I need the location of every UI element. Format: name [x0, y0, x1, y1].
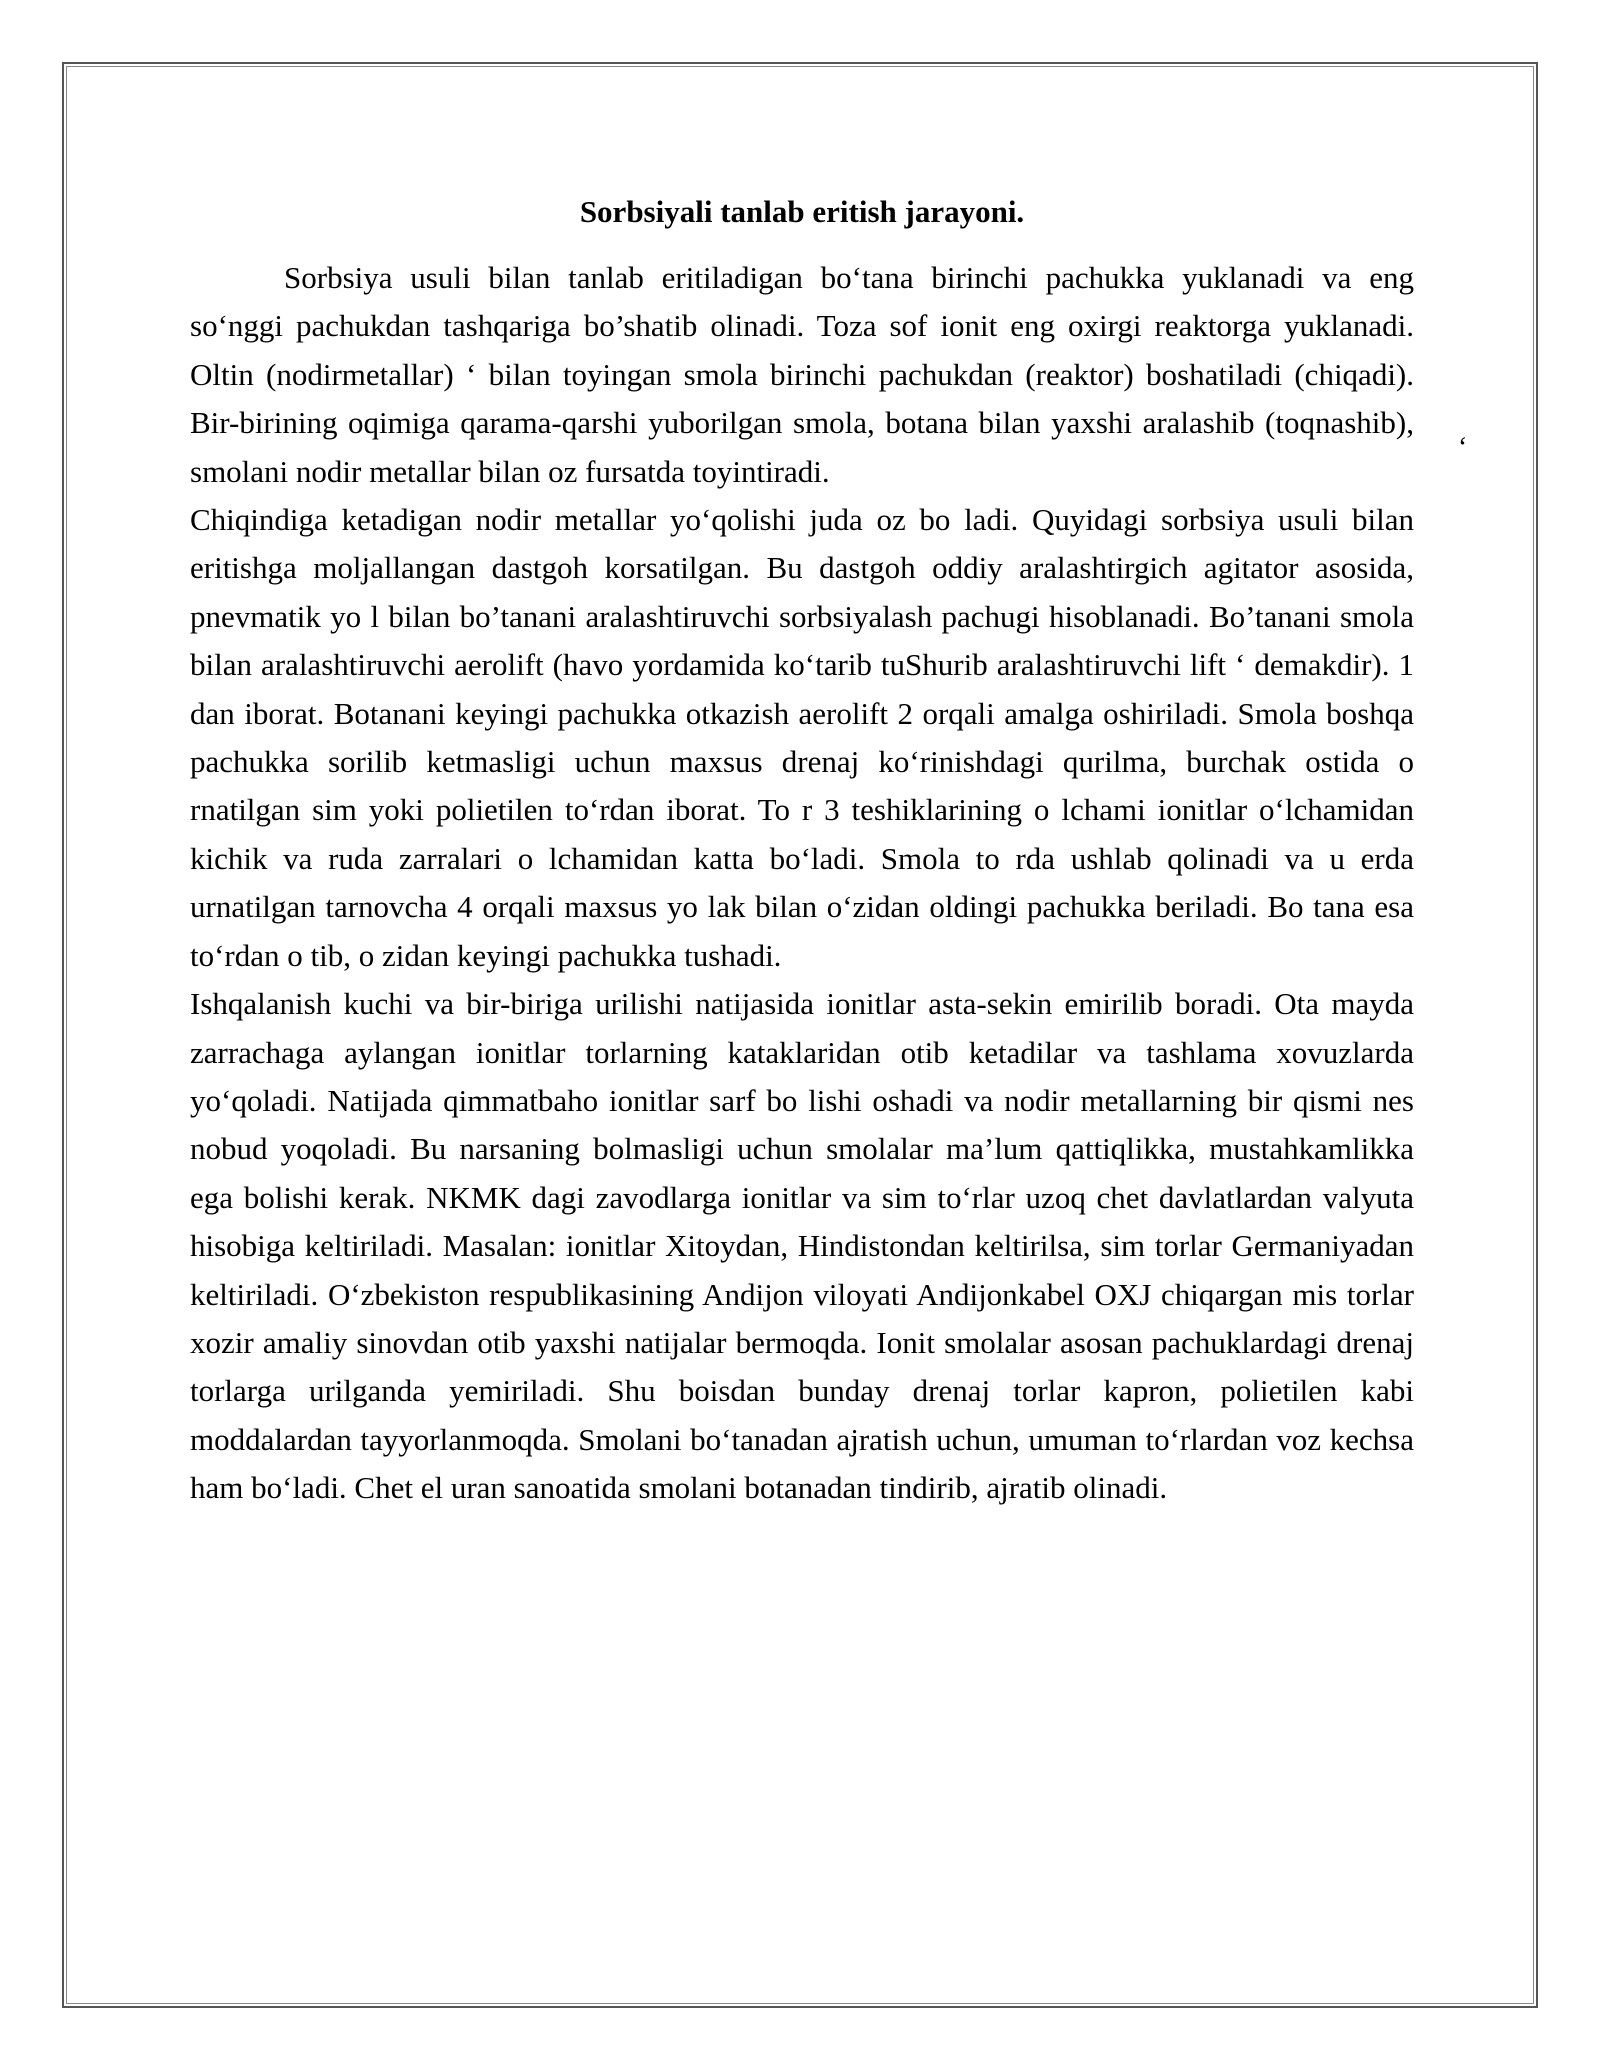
paragraph-2: Chiqindiga ketadigan nodir metallar yoʻqolishi juda oz bo ladi. Quyidagi sorbsiya usuli bilan eritishga moljallangan dastgoh korsatilgan. Bu dastgoh oddiy aralashtirgich agitator asosida, pnevmatik yo l bilan bo’tanani aralashtiruvchi sorbsiyalash pachugi hisoblanadi. Bo’tanani smola bilan aralashtiruvchi aerolift (havo yordamida koʻtarib tuShurib aralashtiruvchi lift ʻ demakdir). 1 dan iborat. Botanani keyingi pachukka otkazish aerolift 2 orqali amalga oshiriladi. Smola boshqa pachukka sorilib ketmasligi uchun maxsus drenaj koʻrinishdagi qurilma, burchak ostida o rnatilgan sim yoki polietilen toʻrdan iborat. To r 3 teshiklarining o lchami ionitlar oʻlchamidan kichik va ruda zarralari o lchamidan katta boʻladi. Smola to rda ushlab qolinadi va u erda urnatilgan tarnovcha 4 orqali maxsus yo lak bilan oʻzidan oldingi pachukka beriladi. Bo tana esa toʻrdan o tib, o zidan keyingi pachukka tushadi. — [190, 502, 1414, 973]
paragraph-1: Sorbsiya usuli bilan tanlab eritiladigan boʻtana birinchi pachukka yuklanadi va eng soʻnggi pachukdan tashqariga bo’shatib olinadi. Toza sof ionit eng oxirgi reaktorga yuklanadi. Oltin (nodirmetallar) ʻ bilan toyingan smola birinchi pachukdan (reaktor) boshatiladi (chiqadi). Bir-birining oqimiga qarama-qarshi yuborilgan smola, botana bilan yaxshi aralashib (toqnashib), smolani nodir metallar bilan oz fursatda toyintiradi. — [190, 260, 1414, 489]
margin-mark: ʻ — [1458, 432, 1468, 463]
document-body — [190, 188, 1414, 1513]
document-title: Sorbsiyali tanlab eritish jarayoni. — [579, 194, 1025, 229]
paragraph-3: Ishqalanish kuchi va bir-biriga urilishi natijasida ionitlar asta-sekin emirilib boradi. Ota mayda zarrachaga aylangan ionitlar torlarning kataklaridan otib ketadilar va tashlama xovuzlarda yoʻqoladi. Natijada qimmatbaho ionitlar sarf bo lishi oshadi va nodir metallarning bir qismi nes nobud yoqoladi. Bu narsaning bolmasligi uchun smolalar ma’lum qattiqlikka, mustahkamlikka ega bolishi kerak. NKMK dagi zavodlarga ionitlar va sim toʻrlar uzoq chet davlatlardan valyuta hisobiga keltiriladi. Masalan: ionitlar Xitoydan, Hindistondan keltirilsa, sim torlar Germaniyadan keltiriladi. Oʻzbekiston respublikasining Andijon viloyati Andijonkabel OXJ chiqargan mis torlar xozir amaliy sinovdan otib yaxshi natijalar bermoqda. Ionit smolalar asosan pachuklardagi drenaj torlarga urilganda yemiriladi. Shu boisdan bunday drenaj torlar kapron, polietilen kabi moddalardan tayyorlanmoqda. Smolani boʻtanadan ajratish uchun, umuman toʻrlardan voz kechsa ham boʻladi. Chet el uran sanoatida smolani botanadan tindirib, ajratib olinadi. — [190, 986, 1414, 1506]
